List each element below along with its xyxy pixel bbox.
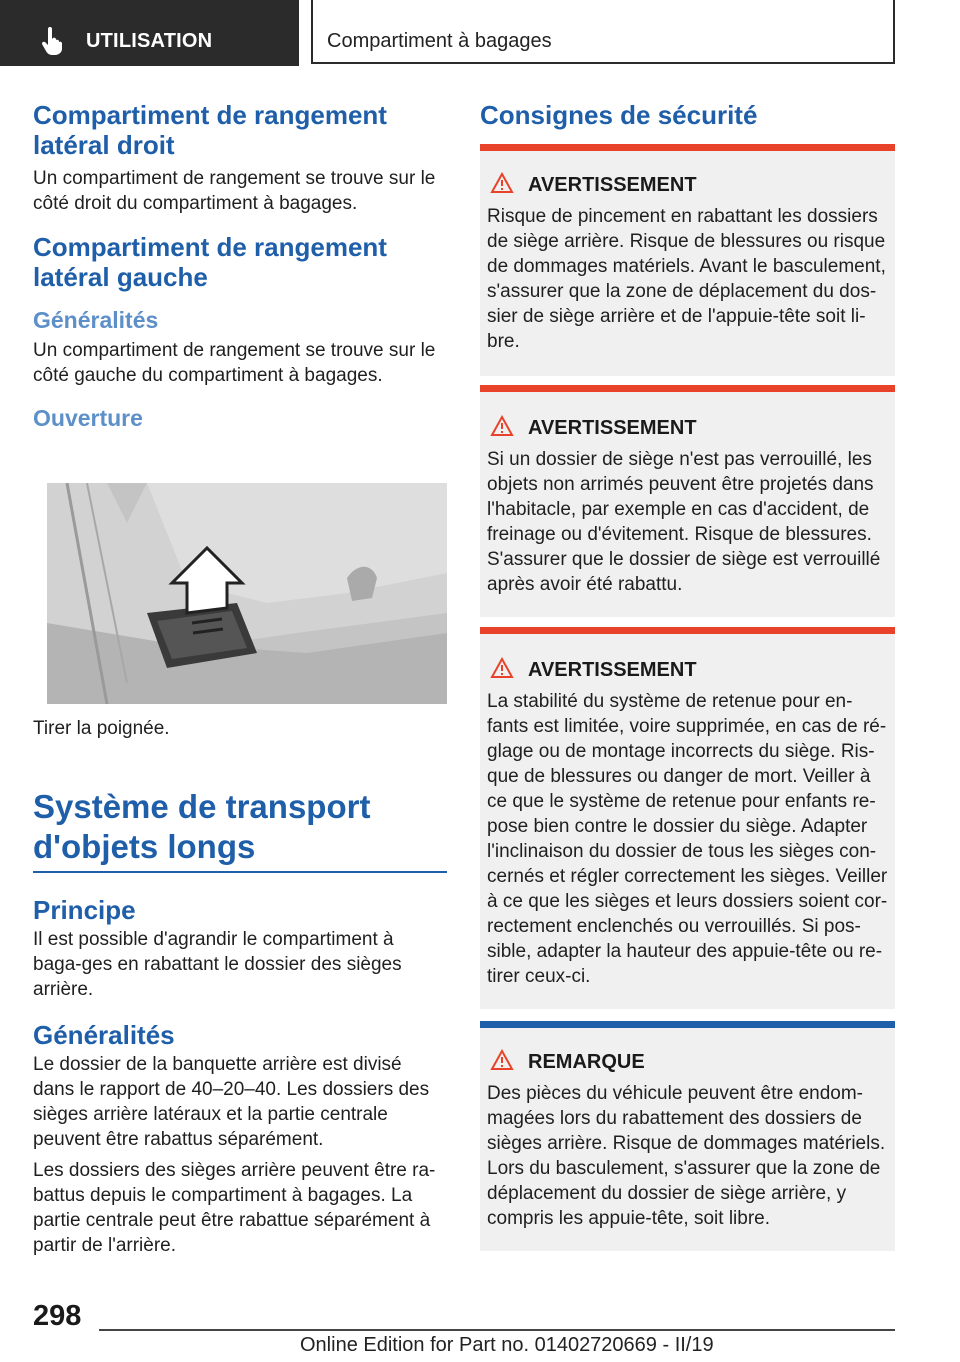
trunk-handle-drawing [47,483,447,704]
hand-pointer-icon [40,27,64,55]
warning-bar [480,144,895,151]
warning-box-2 [480,385,895,617]
warning-box-3 [480,627,895,1009]
header-chapter-tab [311,0,895,64]
subheading-opening: Ouverture [33,405,143,431]
warning-label: AVERTISSEMENT [528,417,697,439]
header-section-tab [0,0,299,66]
heading-principle: Principe [33,895,136,925]
left-column-bottom [33,895,447,1258]
notice-label: REMARQUE [528,1051,645,1073]
heading-safety: Consignes de sécurité [480,100,758,130]
warning-text: Si un dossier de siège n'est pas verrouillé, les objets non arrimés peuvent être projetés dans l'habitacle, par exemple en cas d'accident, de freinage ou d'évitement. Risque de blessures. S'assurer que le dossier de siège est verrouillé après avoir été rabattu. [487,449,881,595]
text-right-storage: Un compartiment de rangement se trouve sur le côté droit du compartiment à bagages. [33,168,436,214]
footer-edition: Online Edition for Part no. 01402720669 - II/19 [300,1334,714,1356]
warning-header [490,172,697,197]
text-principle: Il est possible d'agrandir le compartiment à baga-ges en rabattant le dossier des sièges arrière. [33,929,402,1000]
warning-bar [480,385,895,392]
heading-long-objects: Système de transport d'objets longs [33,788,371,865]
warning-triangle-icon [490,415,514,437]
illustration-caption: Tirer la poignée. [33,718,170,739]
heading-right-storage: Compartiment de rangement latéral droit [33,100,387,160]
heading-general-2: Généralités [33,1020,175,1050]
right-column [480,100,895,130]
text-general-2a: Le dossier de la banquette arrière est divisé dans le rapport de 40–20–40. Les dossiers des sièges arrière latéraux et la partie centrale peuvent être rabattus séparément. [33,1054,430,1150]
warning-triangle-icon [490,1049,514,1071]
header-chapter-title: Compartiment à bagages [327,30,552,52]
warning-box-1 [480,144,895,376]
header-section-title: UTILISATION [86,30,213,52]
footer-rule [99,1329,895,1331]
trunk-handle-illustration [47,483,447,704]
warning-triangle-icon [490,657,514,679]
notice-box [480,1021,895,1251]
left-column [33,100,447,432]
page-number: 298 [33,1300,82,1332]
notice-header [490,1049,645,1074]
heading-left-storage: Compartiment de rangement latéral gauche [33,232,387,292]
text-general-2b: Les dossiers des sièges arrière peuvent être ra-battus depuis le compartiment à bagages. La partie centrale peut être rabattue séparément à partir de l'arrière. [33,1160,436,1256]
warning-bar [480,627,895,634]
warning-label: AVERTISSEMENT [528,659,697,681]
warning-text: Risque de pincement en rabattant les dossiers de siège arrière. Risque de blessures ou risque de dommages matériels. Avant le basculement, s'assurer que la zone de déplacement du dos-sier de siège arrière et de l'appuie-tête soit li-bre. [487,206,886,352]
subheading-general: Généralités [33,307,159,333]
notice-text: Des pièces du véhicule peuvent être endom-magées lors du rabattement des dossiers de sièges arrière. Risque de dommages matériels. Lors du basculement, s'assurer que la zone de déplacement du dossier de siège arrière, y compris les appuie-tête, soit libre. [487,1083,886,1229]
warning-header [490,657,697,682]
section-divider [33,871,447,873]
left-column-continued [33,716,447,867]
warning-triangle-icon [490,172,514,194]
notice-bar [480,1021,895,1028]
warning-header [490,415,697,440]
warning-label: AVERTISSEMENT [528,174,697,196]
text-left-storage: Un compartiment de rangement se trouve sur le côté gauche du compartiment à bagages. [33,340,436,386]
warning-text: La stabilité du système de retenue pour en-fants est limitée, voire supprimée, en cas de ré-glage ou de montage incorrects du siège. Ris-que de blessures ou danger de mort. Veiller à ce que le système de retenue pour enfants re-pose bien contre le dossier du siège. Adapter l'inclinaison du dossier de tous les sièges con-cernés et régler correctement les sièges. Veiller à ce que les sièges et leurs dossiers soient cor-rectement enclenchés ou verrouillés. Si pos-sible, adapter la hauteur des appuie-tête ou re-tirer ceux-ci. [487,691,888,987]
